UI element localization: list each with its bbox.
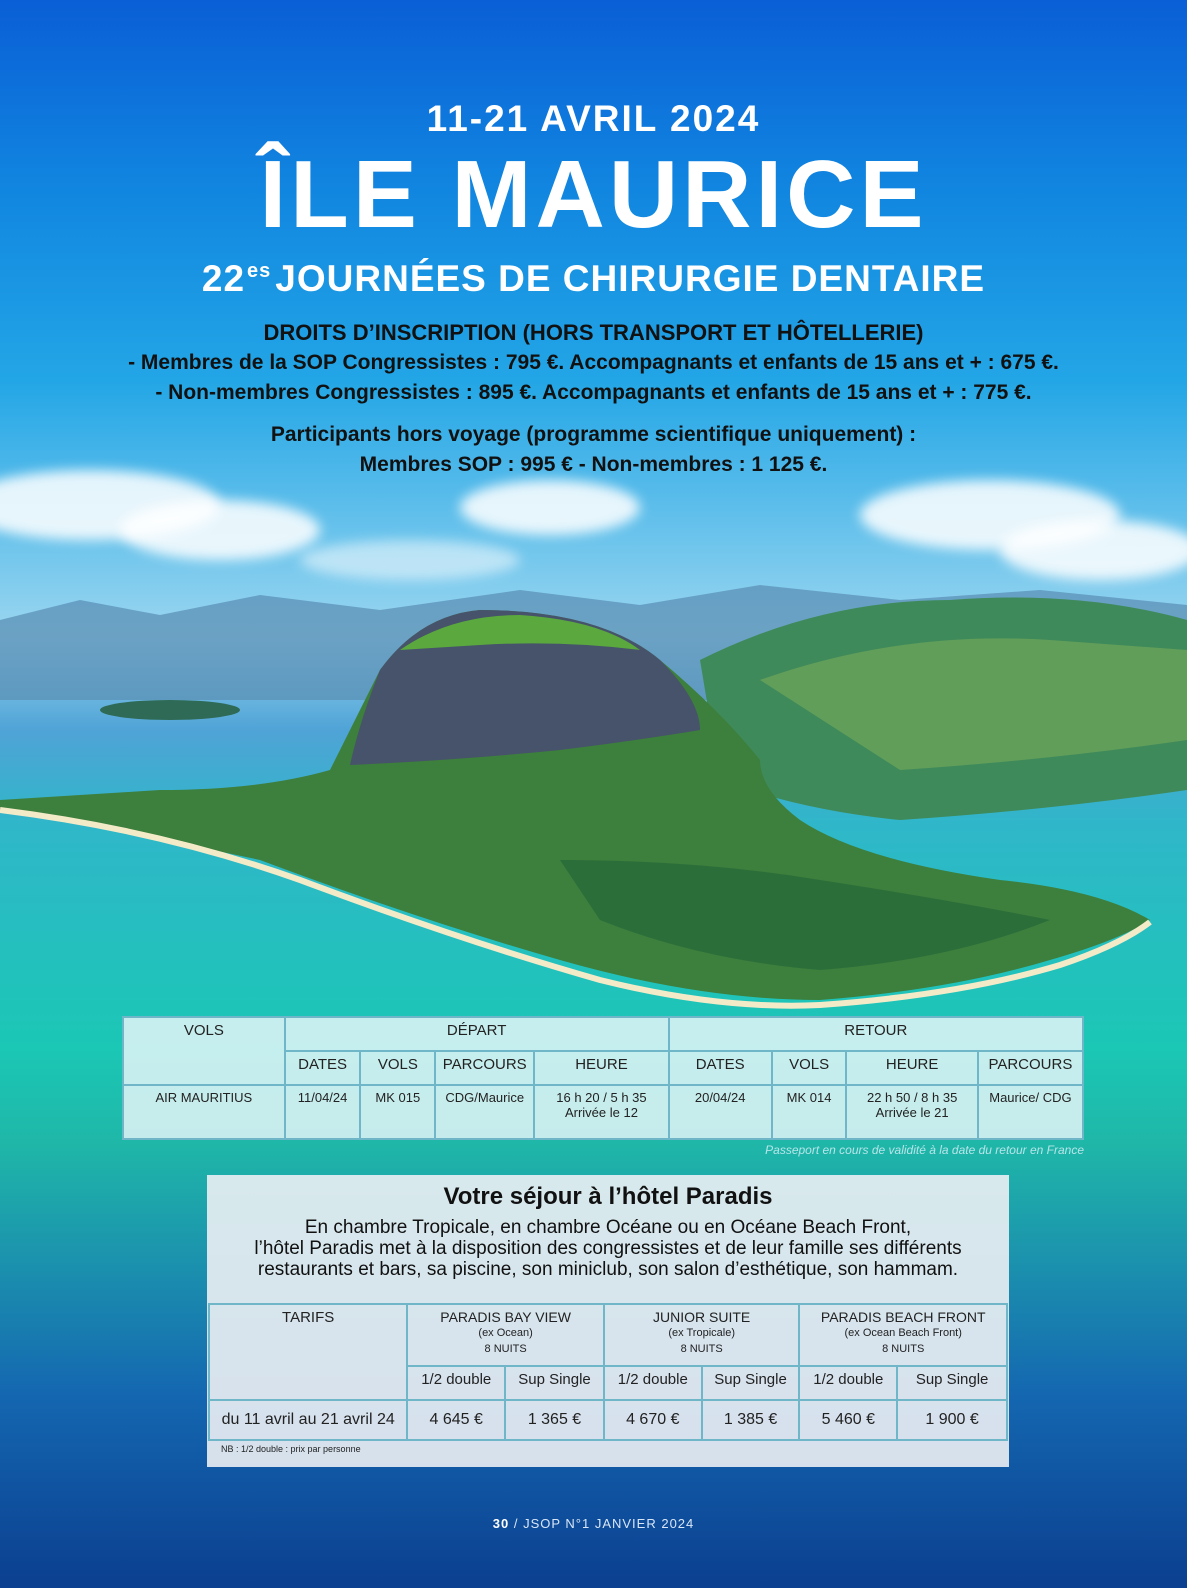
room-junior-suite (604, 1304, 800, 1366)
room-beach-front (799, 1304, 1007, 1366)
room-junior-suite-name: JUNIOR SUITE (653, 1309, 751, 1325)
depart-route: CDG/Maurice (435, 1085, 534, 1139)
table-row (123, 1085, 1083, 1139)
depart-date: 11/04/24 (285, 1085, 361, 1139)
half-double-header: 1/2 double (604, 1366, 702, 1400)
flights-depart-header: DÉPART (285, 1017, 669, 1051)
room-junior-suite-ex: (ex Tropicale) (668, 1327, 735, 1339)
passport-note: Passeport en cours de validité à la date du retour en France (765, 1143, 1084, 1157)
subtitle-ordinal: es (247, 260, 272, 282)
price-beach-single: 1 900 € (897, 1400, 1007, 1440)
fees-non-members: - Non-membres Congressistes : 895 €. Accompagnants et enfants de 15 ans et + : 775 €. (155, 381, 1032, 404)
depart-heure-header: HEURE (534, 1051, 668, 1085)
sup-single-header: Sup Single (897, 1366, 1007, 1400)
retour-heure-header: HEURE (846, 1051, 977, 1085)
price-beach-double: 5 460 € (799, 1400, 897, 1440)
hotel-desc-line-1: En chambre Tropicale, en chambre Océane ou en Océane Beach Front, (304, 1217, 912, 1238)
subtitle-text: JOURNÉES DE CHIRURGIE DENTAIRE (275, 258, 986, 299)
retour-flight: MK 014 (772, 1085, 847, 1139)
room-bay-view-ex: (ex Ocean) (478, 1327, 533, 1339)
participants-heading: Participants hors voyage (programme scientifique uniquement) : (270, 423, 917, 446)
event-date: 11-21 AVRIL 2024 (426, 98, 761, 139)
fees-heading: DROITS D’INSCRIPTION (HORS TRANSPORT ET HÔTELLERIE) (263, 320, 924, 345)
depart-flight: MK 015 (360, 1085, 435, 1139)
room-beach-front-ex: (ex Ocean Beach Front) (844, 1327, 962, 1339)
nb-note: NB : 1/2 double : prix par personne (221, 1444, 361, 1454)
retour-route: Maurice/ CDG (978, 1085, 1083, 1139)
tarifs-table (208, 1303, 1008, 1441)
room-beach-front-name: PARADIS BEACH FRONT (820, 1309, 986, 1325)
page-footer (0, 1516, 1187, 1531)
price-junior-double: 4 670 € (604, 1400, 702, 1440)
depart-time: 16 h 20 / 5 h 35 (556, 1090, 647, 1105)
hotel-box (207, 1175, 1009, 1467)
price-bay-view-double: 4 645 € (407, 1400, 505, 1440)
tarifs-label: TARIFS (209, 1304, 407, 1400)
retour-vols-header: VOLS (772, 1051, 847, 1085)
retour-arrival: Arrivée le 21 (875, 1105, 949, 1120)
tarif-period: du 11 avril au 21 avril 24 (209, 1400, 407, 1440)
room-bay-view (407, 1304, 604, 1366)
event-subtitle (0, 258, 1187, 300)
retour-parcours-header: PARCOURS (978, 1051, 1083, 1085)
price-junior-single: 1 385 € (702, 1400, 800, 1440)
room-beach-front-nights: 8 NUITS (882, 1343, 925, 1355)
retour-dates-header: DATES (669, 1051, 772, 1085)
depart-vols-header: VOLS (360, 1051, 435, 1085)
issue-info: JSOP N°1 JANVIER 2024 (523, 1516, 695, 1531)
hotel-title: Votre séjour à l’hôtel Paradis (443, 1183, 773, 1210)
retour-time: 22 h 50 / 8 h 35 (866, 1090, 958, 1105)
room-bay-view-nights: 8 NUITS (484, 1343, 527, 1355)
price-bay-view-single: 1 365 € (505, 1400, 604, 1440)
flights-table (122, 1016, 1084, 1140)
room-bay-view-name: PARADIS BAY VIEW (440, 1309, 571, 1325)
hotel-desc-line-3: restaurants et bars, sa piscine, son miniclub, son salon d’esthétique, son hammam. (257, 1259, 959, 1280)
participants-prices: Membres SOP : 995 € - Non-membres : 1 125 €. (359, 453, 828, 476)
table-row (209, 1400, 1007, 1440)
island-illustration (0, 560, 1187, 1030)
subtitle-number: 22 (201, 258, 246, 299)
hotel-description (207, 1217, 1009, 1280)
half-double-header: 1/2 double (407, 1366, 505, 1400)
depart-dates-header: DATES (285, 1051, 361, 1085)
registration-fees (0, 318, 1187, 480)
depart-parcours-header: PARCOURS (435, 1051, 534, 1085)
room-junior-suite-nights: 8 NUITS (680, 1343, 723, 1355)
flights-col-vols: VOLS (123, 1017, 285, 1085)
half-double-header: 1/2 double (799, 1366, 897, 1400)
flights-retour-header: RETOUR (669, 1017, 1083, 1051)
hotel-desc-line-2: l’hôtel Paradis met à la disposition des congressistes et de leur famille ses différents (254, 1238, 962, 1259)
page-number: 30 (492, 1516, 510, 1531)
footer-separator: / (513, 1516, 519, 1531)
airline: AIR MAURITIUS (123, 1085, 285, 1139)
depart-time-cell (534, 1085, 668, 1139)
retour-time-cell (846, 1085, 977, 1139)
fees-members: - Membres de la SOP Congressistes : 795 €. Accompagnants et enfants de 15 ans et + : 675 €. (128, 351, 1059, 374)
sup-single-header: Sup Single (505, 1366, 604, 1400)
event-title: ÎLE MAURICE (259, 141, 928, 248)
depart-arrival: Arrivée le 12 (564, 1105, 638, 1120)
sup-single-header: Sup Single (702, 1366, 800, 1400)
retour-date: 20/04/24 (669, 1085, 772, 1139)
